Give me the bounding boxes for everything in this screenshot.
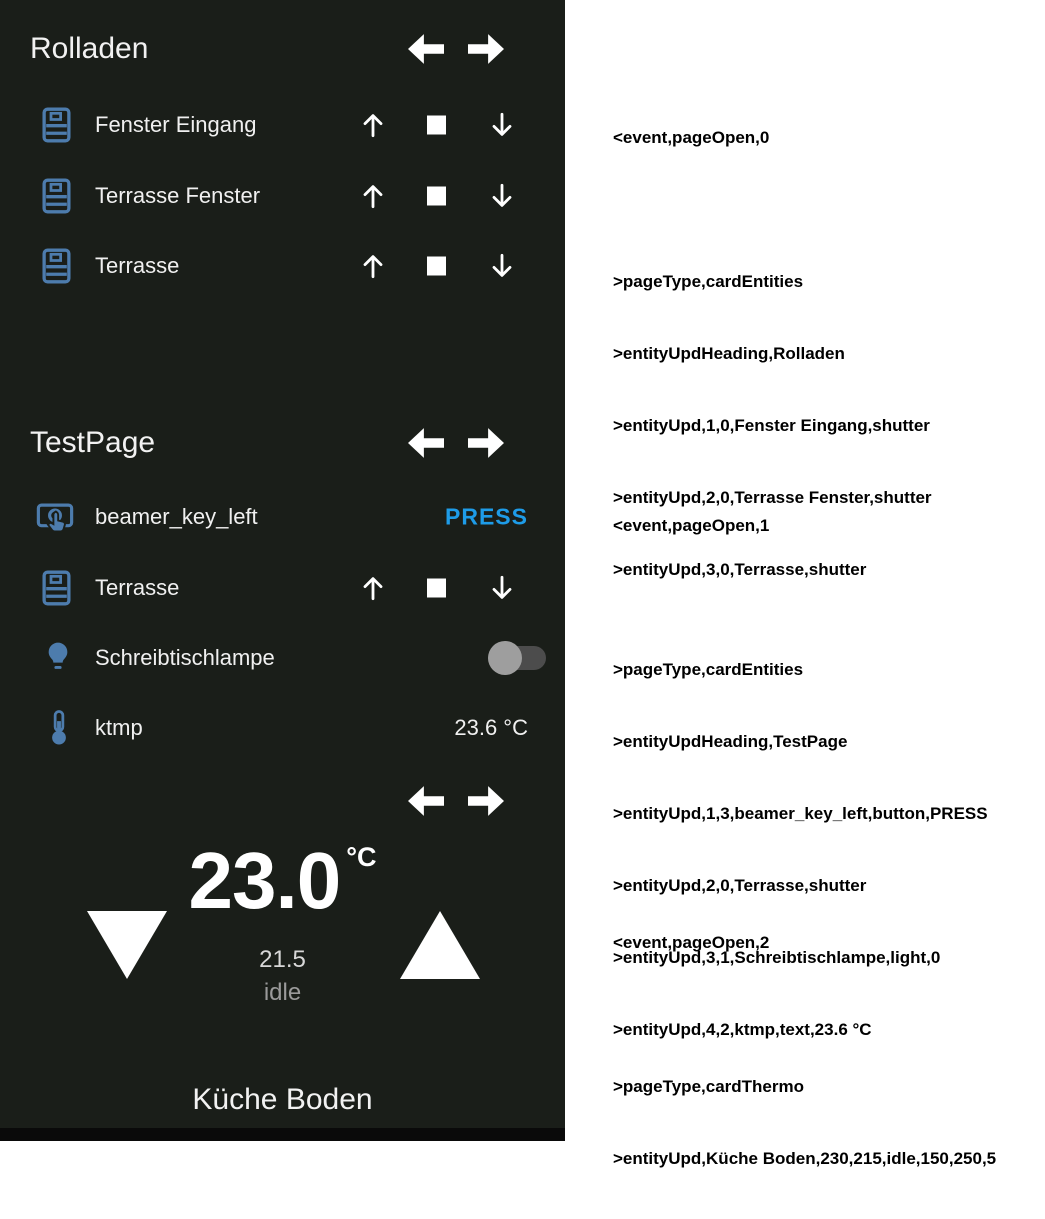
entity-name: beamer_key_left [95,504,258,529]
shutter-up-button[interactable] [357,250,389,282]
entity-row [0,242,565,290]
setpoint-temperature: 21.5 [259,946,306,973]
shutter-down-button[interactable] [486,572,518,604]
entity-name: Schreibtischlampe [95,645,275,670]
entity-row [0,493,565,541]
protocol-line: >entityUpdHeading,Rolladen [613,344,845,363]
gesture-tap-button-icon [36,498,74,536]
window-shutter-icon [40,568,73,608]
shutter-down-button[interactable] [486,180,518,212]
entity-value: 23.6 °C [454,715,528,740]
press-button[interactable]: PRESS [445,503,528,530]
entity-name: Terrasse [95,575,180,600]
shutter-up-button[interactable] [357,109,389,141]
lightbulb-icon [42,639,74,677]
temperature-unit: °C [346,842,377,872]
entity-row [0,564,565,612]
entity-row [0,172,565,220]
panel-bottom-bar [0,1128,565,1141]
protocol-event-line: <event,pageOpen,0 [613,128,770,147]
protocol-block-page2 [613,883,996,1219]
protocol-line: >pageType,cardThermo [613,1077,804,1096]
card0-nav-right-arrow-icon[interactable] [468,34,504,64]
entity-row [0,101,565,149]
shutter-up-button[interactable] [357,572,389,604]
current-temperature-value: 23.0 [188,836,341,925]
entity-name: Terrasse Fenster [95,183,261,208]
toggle-knob [488,641,522,675]
thermostat-room-title: Küche Boden [192,1083,373,1116]
card2-nav-right-arrow-icon[interactable] [468,786,504,816]
protocol-line: >entityUpd,2,0,Terrasse,shutter [613,876,867,895]
window-shutter-icon [40,176,73,216]
card0-nav-left-arrow-icon[interactable] [408,34,444,64]
thermostat-state: idle [263,979,302,1006]
shutter-stop-button[interactable] [427,116,446,135]
current-temperature [0,835,565,927]
card2-nav-left-arrow-icon[interactable] [408,786,444,816]
shutter-down-button[interactable] [486,250,518,282]
light-toggle[interactable] [488,641,546,675]
window-shutter-icon [40,246,73,286]
card1-title: TestPage [30,426,156,459]
entity-row [0,704,565,752]
card1-nav-right-arrow-icon[interactable] [468,428,504,458]
shutter-stop-button[interactable] [427,187,446,206]
window-shutter-icon [40,105,73,145]
shutter-up-button[interactable] [357,180,389,212]
protocol-line: >pageType,cardEntities [613,272,804,291]
entity-row [0,634,565,682]
protocol-event-line: <event,pageOpen,2 [613,933,770,952]
card1-nav-left-arrow-icon[interactable] [408,428,444,458]
protocol-event-line: <event,pageOpen,1 [613,516,770,535]
protocol-line: >entityUpd,1,0,Fenster Eingang,shutter [613,416,930,435]
thermometer-icon [48,708,70,748]
protocol-line: >pageType,cardEntities [613,660,804,679]
entity-name: Terrasse [95,253,180,278]
protocol-line: >entityUpd,4,2,ktmp,text,23.6 °C [613,1020,872,1039]
entity-name: ktmp [95,715,143,740]
protocol-line: >entityUpd,3,0,Terrasse,shutter [613,560,867,579]
protocol-line: >entityUpdHeading,TestPage [613,732,848,751]
protocol-line: >entityUpd,3,1,Schreibtischlampe,light,0 [613,948,941,967]
shutter-down-button[interactable] [486,109,518,141]
shutter-stop-button[interactable] [427,257,446,276]
card0-title: Rolladen [30,32,149,65]
entity-name: Fenster Eingang [95,112,257,137]
shutter-stop-button[interactable] [427,579,446,598]
protocol-line: >entityUpd,2,0,Terrasse Fenster,shutter [613,488,932,507]
protocol-line: >entityUpd,1,3,beamer_key_left,button,PRESS [613,804,988,823]
protocol-line: >entityUpd,Küche Boden,230,215,idle,150,250,5 [613,1149,997,1168]
